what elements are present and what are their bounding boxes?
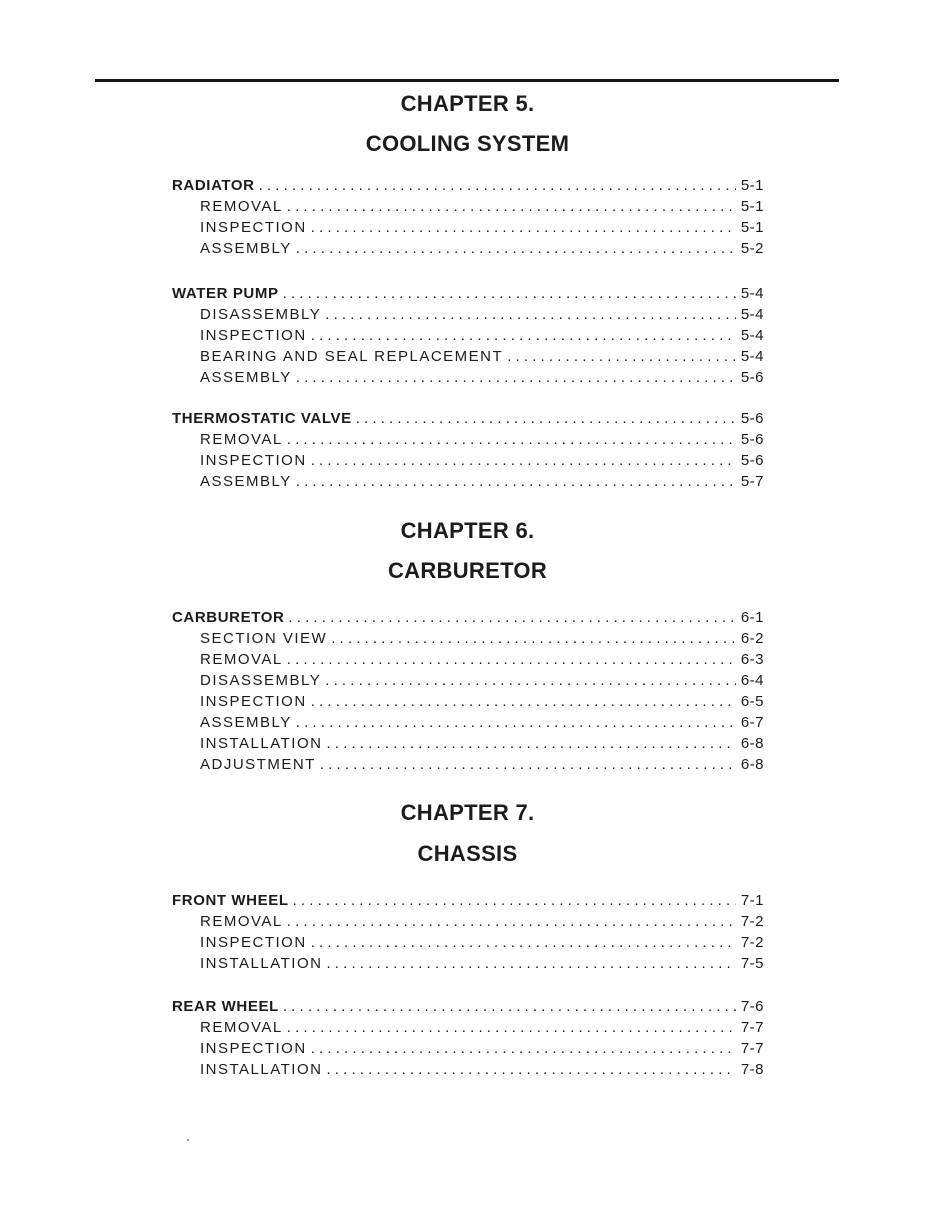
toc-page-number: 6-5 <box>740 693 764 710</box>
toc-page-number: 5-6 <box>740 452 764 469</box>
toc-subentry[interactable] <box>200 305 764 325</box>
toc-subentry-title: INSTALLATION <box>200 1061 323 1078</box>
toc-subentry[interactable] <box>200 629 764 649</box>
toc-subentry[interactable] <box>200 326 764 346</box>
toc-subentry[interactable] <box>200 692 764 712</box>
toc-page-number: 7-6 <box>740 998 764 1015</box>
toc-subentry-title: SECTION VIEW <box>200 630 328 647</box>
toc-page-number: 5-7 <box>740 473 764 490</box>
toc-subentry[interactable] <box>200 218 764 238</box>
toc-subentry[interactable] <box>200 368 764 388</box>
top-rule <box>95 79 839 82</box>
toc-page-number: 6-3 <box>740 651 764 668</box>
toc-page-number: 5-6 <box>740 431 764 448</box>
toc-page-number: 5-4 <box>740 285 764 302</box>
chapter-7-label: CHAPTER 7. <box>400 800 535 825</box>
toc-entry-title: FRONT WHEEL <box>172 892 289 909</box>
toc-page-number: 5-6 <box>740 410 764 427</box>
toc-page-number: 5-2 <box>740 240 764 257</box>
toc-subentry[interactable] <box>200 954 764 974</box>
toc-page-number: 6-7 <box>740 714 764 731</box>
chapter-6-title: CARBURETOR <box>387 558 548 583</box>
toc-page-number: 5-4 <box>740 327 764 344</box>
toc-entry-front-wheel[interactable] <box>172 891 764 911</box>
toc-subentry[interactable] <box>200 1018 764 1038</box>
toc-subentry[interactable] <box>200 755 764 775</box>
toc-page-number: 6-1 <box>740 609 764 626</box>
toc-subentry-title: REMOVAL <box>200 651 283 668</box>
toc-entry-carburetor[interactable] <box>172 608 764 628</box>
toc-subentry-title: REMOVAL <box>200 1019 283 1036</box>
toc-subentry[interactable] <box>200 1060 764 1080</box>
toc-page-number: 7-7 <box>740 1040 764 1057</box>
scan-speck <box>187 1139 189 1141</box>
toc-subentry-title: INSTALLATION <box>200 735 323 752</box>
chapter-5-title: COOLING SYSTEM <box>365 131 570 156</box>
toc-entry-title: THERMOSTATIC VALVE <box>172 410 352 427</box>
toc-page-number: 6-2 <box>740 630 764 647</box>
toc-page-number: 5-1 <box>740 198 764 215</box>
toc-subentry-title: INSPECTION <box>200 1040 307 1057</box>
toc-subentry[interactable] <box>200 347 764 367</box>
toc-entry-rear-wheel[interactable] <box>172 997 764 1017</box>
toc-page-number: 5-6 <box>740 369 764 386</box>
toc-entry-title: CARBURETOR <box>172 609 285 626</box>
toc-page-number: 6-8 <box>740 735 764 752</box>
toc-subentry-title: INSPECTION <box>200 219 307 236</box>
toc-page-number: 7-5 <box>740 955 764 972</box>
toc-subentry-title: ASSEMBLY <box>200 714 292 731</box>
toc-subentry-title: REMOVAL <box>200 913 283 930</box>
toc-subentry[interactable] <box>200 197 764 217</box>
toc-subentry[interactable] <box>200 472 764 492</box>
toc-subentry[interactable] <box>200 430 764 450</box>
toc-subentry[interactable] <box>200 451 764 471</box>
toc-page-number: 5-1 <box>740 219 764 236</box>
toc-subentry-title: DISASSEMBLY <box>200 306 322 323</box>
toc-entry-title: REAR WHEEL <box>172 998 279 1015</box>
toc-subentry[interactable] <box>200 239 764 259</box>
toc-subentry-title: REMOVAL <box>200 431 283 448</box>
toc-page-number: 7-2 <box>740 913 764 930</box>
toc-subentry-title: INSPECTION <box>200 934 307 951</box>
toc-subentry[interactable] <box>200 933 764 953</box>
toc-page-number: 5-1 <box>740 177 764 194</box>
toc-entry-water-pump[interactable] <box>172 284 764 304</box>
toc-subentry-title: DISASSEMBLY <box>200 672 322 689</box>
toc-page-number: 7-2 <box>740 934 764 951</box>
toc-subentry-title: INSPECTION <box>200 327 307 344</box>
toc-subentry-title: INSPECTION <box>200 693 307 710</box>
toc-subentry-title: ASSEMBLY <box>200 240 292 257</box>
toc-subentry-title: INSPECTION <box>200 452 307 469</box>
toc-entry-title: RADIATOR <box>172 177 255 194</box>
chapter-6-label: CHAPTER 6. <box>400 518 535 543</box>
toc-entry-title: WATER PUMP <box>172 285 279 302</box>
chapter-5-label: CHAPTER 5. <box>400 91 535 116</box>
toc-page-number: 6-8 <box>740 756 764 773</box>
toc-subentry-title: INSTALLATION <box>200 955 323 972</box>
toc-page-number: 5-4 <box>740 348 764 365</box>
toc-page-number: 7-8 <box>740 1061 764 1078</box>
toc-subentry-title: ADJUSTMENT <box>200 756 316 773</box>
toc-subentry[interactable] <box>200 912 764 932</box>
toc-subentry[interactable] <box>200 713 764 733</box>
toc-subentry[interactable] <box>200 650 764 670</box>
toc-subentry[interactable] <box>200 1039 764 1059</box>
toc-entry-thermostatic-valve[interactable] <box>172 409 764 429</box>
toc-subentry-title: ASSEMBLY <box>200 369 292 386</box>
toc-subentry-title: REMOVAL <box>200 198 283 215</box>
toc-page-number: 6-4 <box>740 672 764 689</box>
toc-entry-radiator[interactable] <box>172 176 764 196</box>
toc-page-number: 7-1 <box>740 892 764 909</box>
chapter-7-title: CHASSIS <box>417 841 518 866</box>
toc-page-number: 5-4 <box>740 306 764 323</box>
toc-subentry[interactable] <box>200 734 764 754</box>
toc-page-number: 7-7 <box>740 1019 764 1036</box>
toc-subentry-title: ASSEMBLY <box>200 473 292 490</box>
toc-subentry[interactable] <box>200 671 764 691</box>
toc-subentry-title: BEARING AND SEAL REPLACEMENT <box>200 348 504 365</box>
